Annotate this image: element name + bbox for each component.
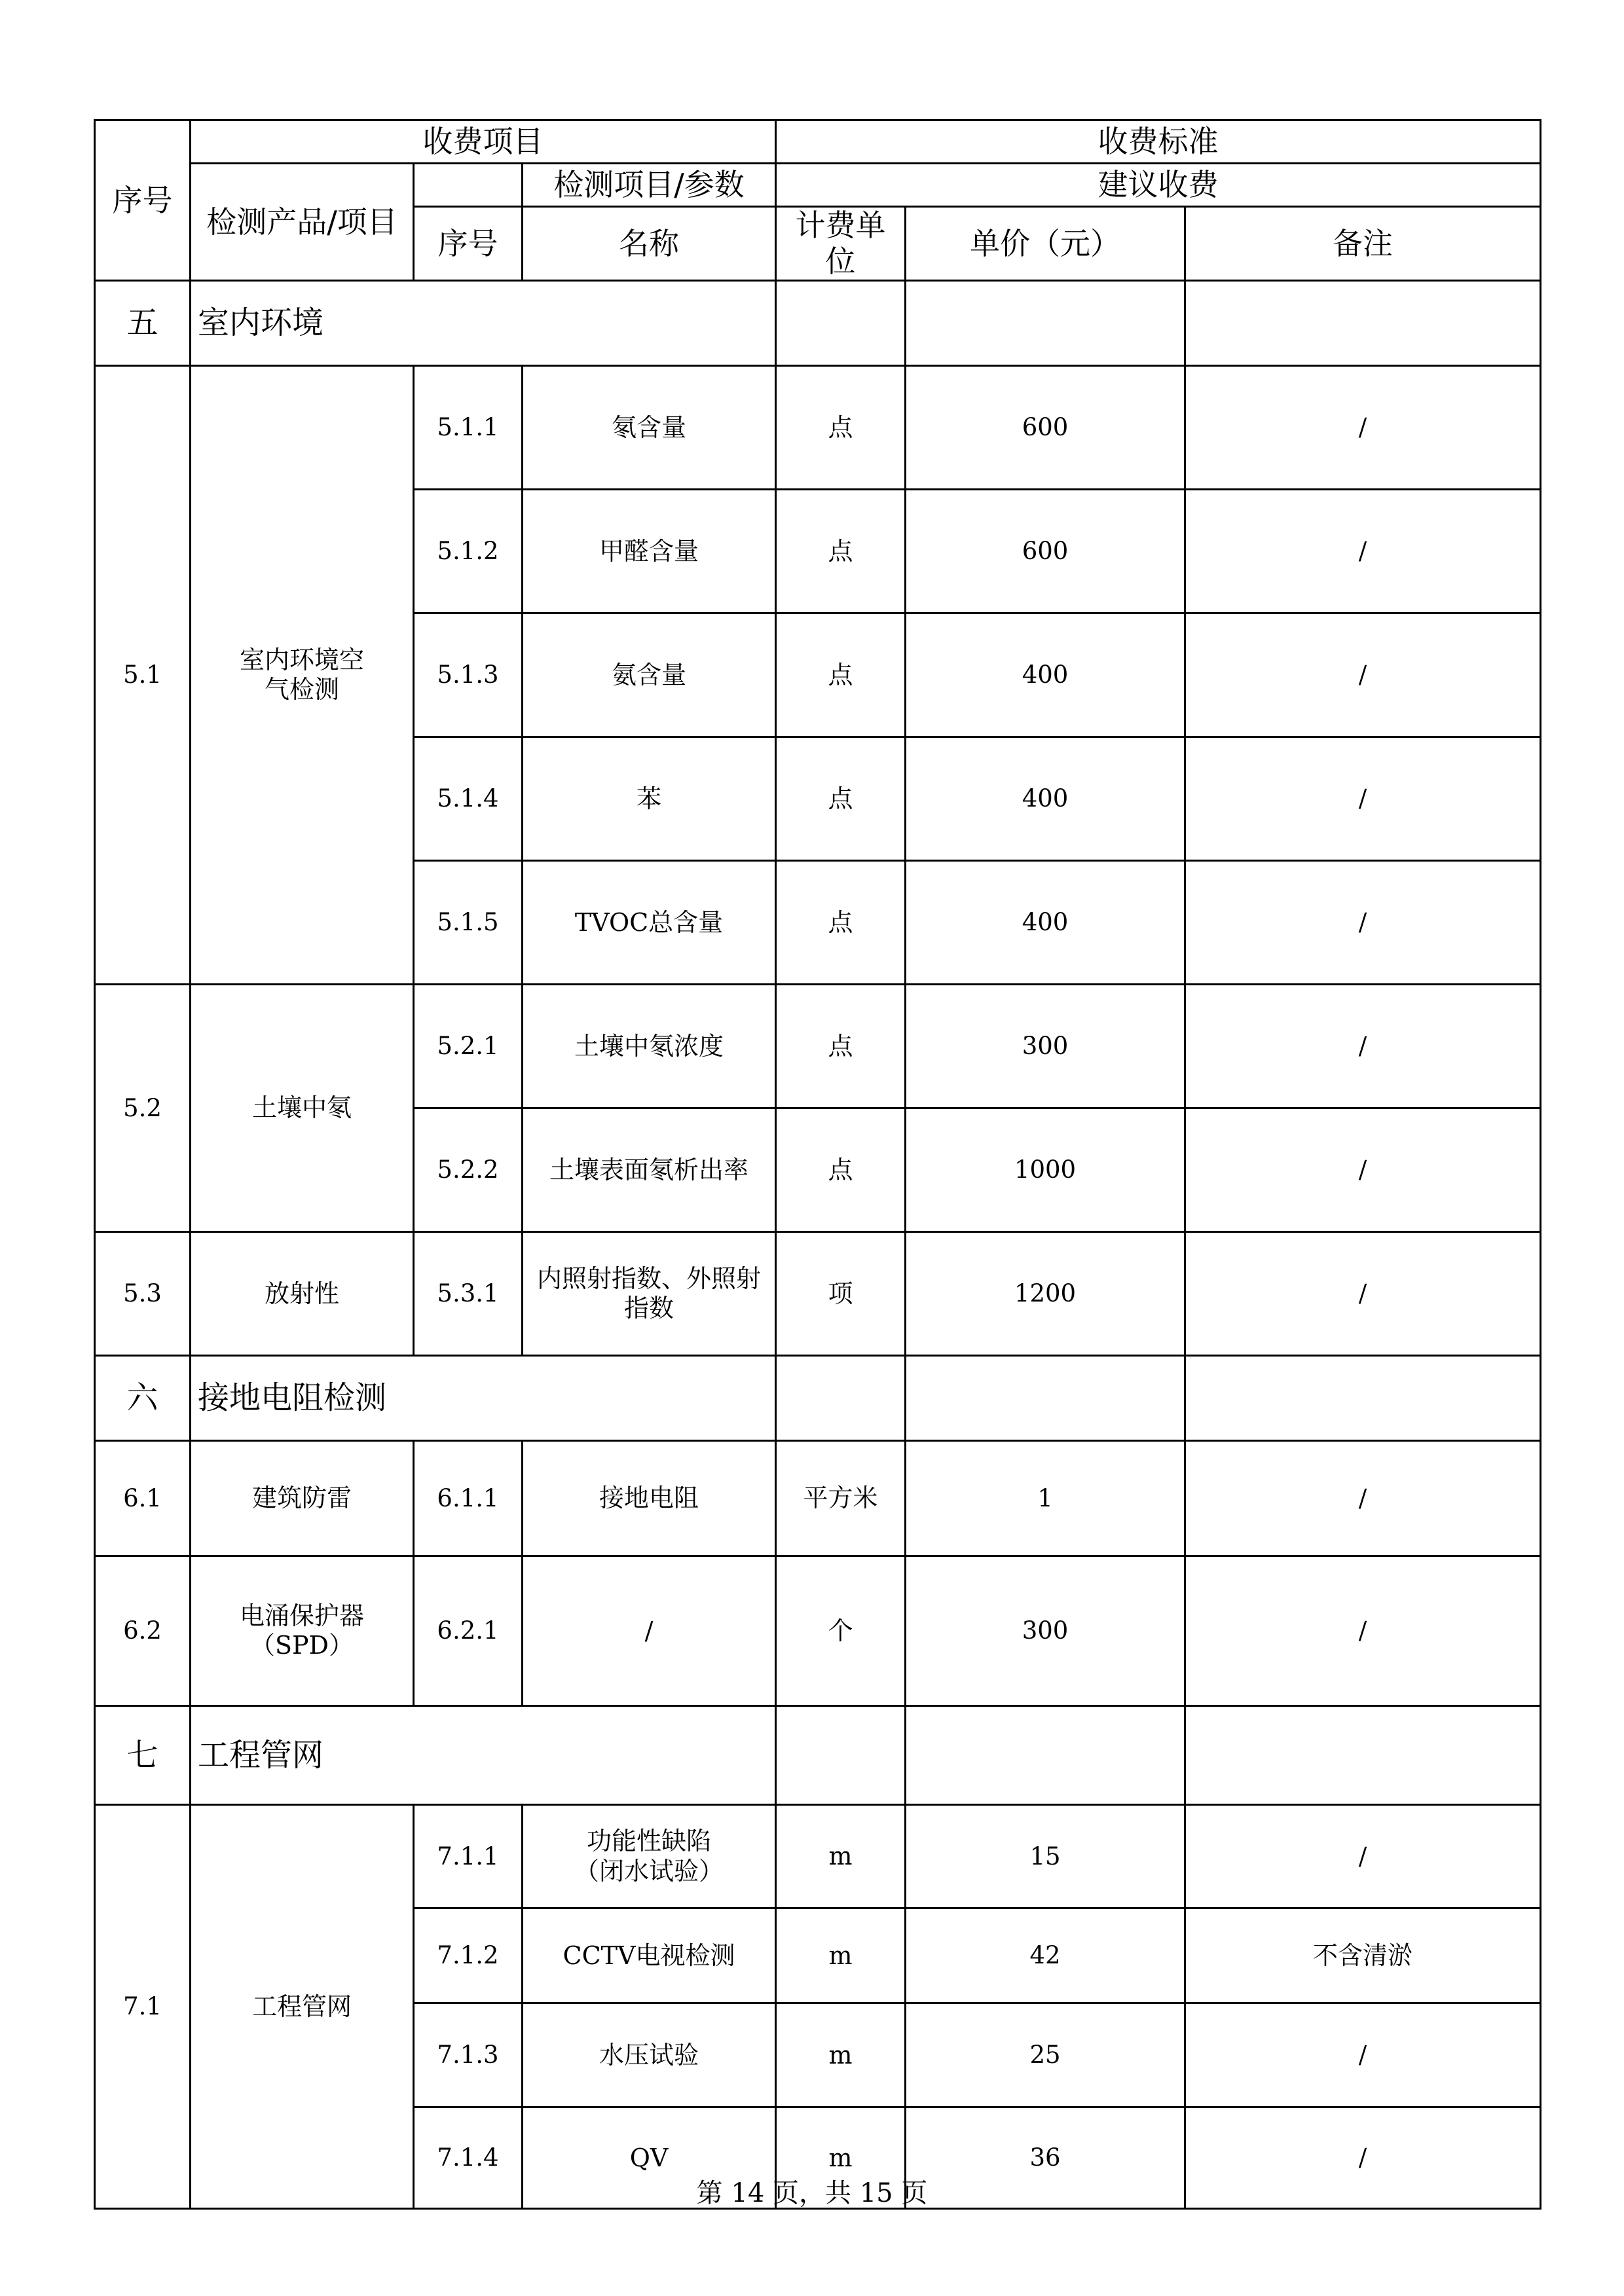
item-seq: 5.1.2: [414, 490, 523, 613]
header-unit: 计费单位: [776, 207, 906, 281]
item-unit: 点: [776, 366, 906, 490]
item-name: 土壤中氡浓度: [523, 985, 776, 1108]
item-name: CCTV电视检测: [523, 1908, 776, 2003]
item-remark: /: [1185, 490, 1541, 613]
item-seq: 5.1.5: [414, 861, 523, 985]
item-remark: /: [1185, 861, 1541, 985]
group-product: 土壤中氡: [191, 985, 414, 1232]
item-unit: 个: [776, 1556, 906, 1706]
page-footer: [0, 2172, 1624, 2210]
fee-table: [94, 119, 1541, 2210]
item-price: 400: [906, 613, 1185, 737]
item-unit: 点: [776, 861, 906, 985]
item-price: 1000: [906, 1108, 1185, 1232]
group-product: 建筑防雷: [191, 1441, 414, 1556]
section-number: 七: [95, 1706, 191, 1805]
item-seq: 5.3.1: [414, 1232, 523, 1356]
item-price: 600: [906, 490, 1185, 613]
item-remark: /: [1185, 1441, 1541, 1556]
item-seq: 7.1.3: [414, 2003, 523, 2107]
item-seq: 7.1.2: [414, 1908, 523, 2003]
item-price: 36: [906, 2107, 1185, 2209]
item-seq: 5.1.3: [414, 613, 523, 737]
header-product: 检测产品/项目: [191, 164, 414, 281]
item-seq: 6.1.1: [414, 1441, 523, 1556]
table-row: [95, 1441, 1541, 1556]
item-seq: 5.2.2: [414, 1108, 523, 1232]
item-name: 苯: [523, 737, 776, 861]
page-number: 第 14 页，共 15 页: [696, 2178, 928, 2208]
header-seq: 序号: [95, 120, 191, 281]
header-fee-standard: 收费标准: [776, 120, 1541, 164]
item-seq: 5.1.4: [414, 737, 523, 861]
group-product: 工程管网: [191, 1805, 414, 2209]
table-row: [95, 1232, 1541, 1356]
item-unit: 点: [776, 490, 906, 613]
item-name: /: [523, 1556, 776, 1706]
item-unit: m: [776, 1908, 906, 2003]
group-seq: 5.1: [95, 366, 191, 985]
item-remark: /: [1185, 613, 1541, 737]
group-seq: 6.2: [95, 1556, 191, 1706]
item-seq: 7.1.1: [414, 1805, 523, 1908]
item-name: 内照射指数、外照射指数: [523, 1232, 776, 1356]
item-unit: m: [776, 2107, 906, 2209]
empty-cell: [1185, 1706, 1541, 1805]
header-remark: 备注: [1185, 207, 1541, 281]
item-unit: m: [776, 1805, 906, 1908]
item-name: 水压试验: [523, 2003, 776, 2107]
item-price: 400: [906, 861, 1185, 985]
header-price: 单价（元）: [906, 207, 1185, 281]
table-row: [95, 1556, 1541, 1706]
group-seq: 7.1: [95, 1805, 191, 2209]
item-remark: 不含清淤: [1185, 1908, 1541, 2003]
item-price: 42: [906, 1908, 1185, 2003]
item-unit: 点: [776, 985, 906, 1108]
item-seq: 6.2.1: [414, 1556, 523, 1706]
section-number: 五: [95, 281, 191, 366]
empty-cell: [906, 1706, 1185, 1805]
item-seq: 5.2.1: [414, 985, 523, 1108]
item-remark: /: [1185, 2107, 1541, 2209]
item-remark: /: [1185, 1108, 1541, 1232]
header-empty-cell: [414, 164, 523, 207]
item-price: 1200: [906, 1232, 1185, 1356]
item-name: 土壤表面氡析出率: [523, 1108, 776, 1232]
item-remark: /: [1185, 366, 1541, 490]
item-price: 400: [906, 737, 1185, 861]
item-seq: 5.1.1: [414, 366, 523, 490]
item-unit: 项: [776, 1232, 906, 1356]
empty-cell: [776, 281, 906, 366]
section-number: 六: [95, 1356, 191, 1441]
empty-cell: [776, 1356, 906, 1441]
item-price: 25: [906, 2003, 1185, 2107]
item-name: 甲醛含量: [523, 490, 776, 613]
item-name: 功能性缺陷（闭水试验）: [523, 1805, 776, 1908]
header-sub-seq: 序号: [414, 207, 523, 281]
group-product: 放射性: [191, 1232, 414, 1356]
table-row: [95, 1805, 1541, 1908]
item-price: 1: [906, 1441, 1185, 1556]
empty-cell: [906, 1356, 1185, 1441]
item-remark: /: [1185, 1556, 1541, 1706]
table-row: [95, 366, 1541, 490]
item-price: 600: [906, 366, 1185, 490]
item-unit: 平方米: [776, 1441, 906, 1556]
item-price: 15: [906, 1805, 1185, 1908]
item-name: 氨含量: [523, 613, 776, 737]
group-seq: 5.3: [95, 1232, 191, 1356]
item-name: 氡含量: [523, 366, 776, 490]
item-unit: 点: [776, 737, 906, 861]
item-unit: m: [776, 2003, 906, 2107]
item-remark: /: [1185, 1805, 1541, 1908]
item-price: 300: [906, 985, 1185, 1108]
item-name: TVOC总含量: [523, 861, 776, 985]
item-name: QV: [523, 2107, 776, 2209]
table-row: [95, 985, 1541, 1108]
item-seq: 7.1.4: [414, 2107, 523, 2209]
group-product: 室内环境空气检测: [191, 366, 414, 985]
section-title: 室内环境: [191, 281, 776, 366]
empty-cell: [1185, 1356, 1541, 1441]
group-seq: 5.2: [95, 985, 191, 1232]
item-name: 接地电阻: [523, 1441, 776, 1556]
header-suggested-fee: 建议收费: [776, 164, 1541, 207]
section-title: 接地电阻检测: [191, 1356, 776, 1441]
header-name: 名称: [523, 207, 776, 281]
item-price: 300: [906, 1556, 1185, 1706]
empty-cell: [906, 281, 1185, 366]
empty-cell: [1185, 281, 1541, 366]
item-remark: /: [1185, 985, 1541, 1108]
item-unit: 点: [776, 1108, 906, 1232]
empty-cell: [776, 1706, 906, 1805]
header-test-item: 检测项目/参数: [523, 164, 776, 207]
item-remark: /: [1185, 1232, 1541, 1356]
header-fee-items: 收费项目: [191, 120, 776, 164]
group-seq: 6.1: [95, 1441, 191, 1556]
item-remark: /: [1185, 737, 1541, 861]
group-product: 电涌保护器（SPD）: [191, 1556, 414, 1706]
item-remark: /: [1185, 2003, 1541, 2107]
item-unit: 点: [776, 613, 906, 737]
section-title: 工程管网: [191, 1706, 776, 1805]
